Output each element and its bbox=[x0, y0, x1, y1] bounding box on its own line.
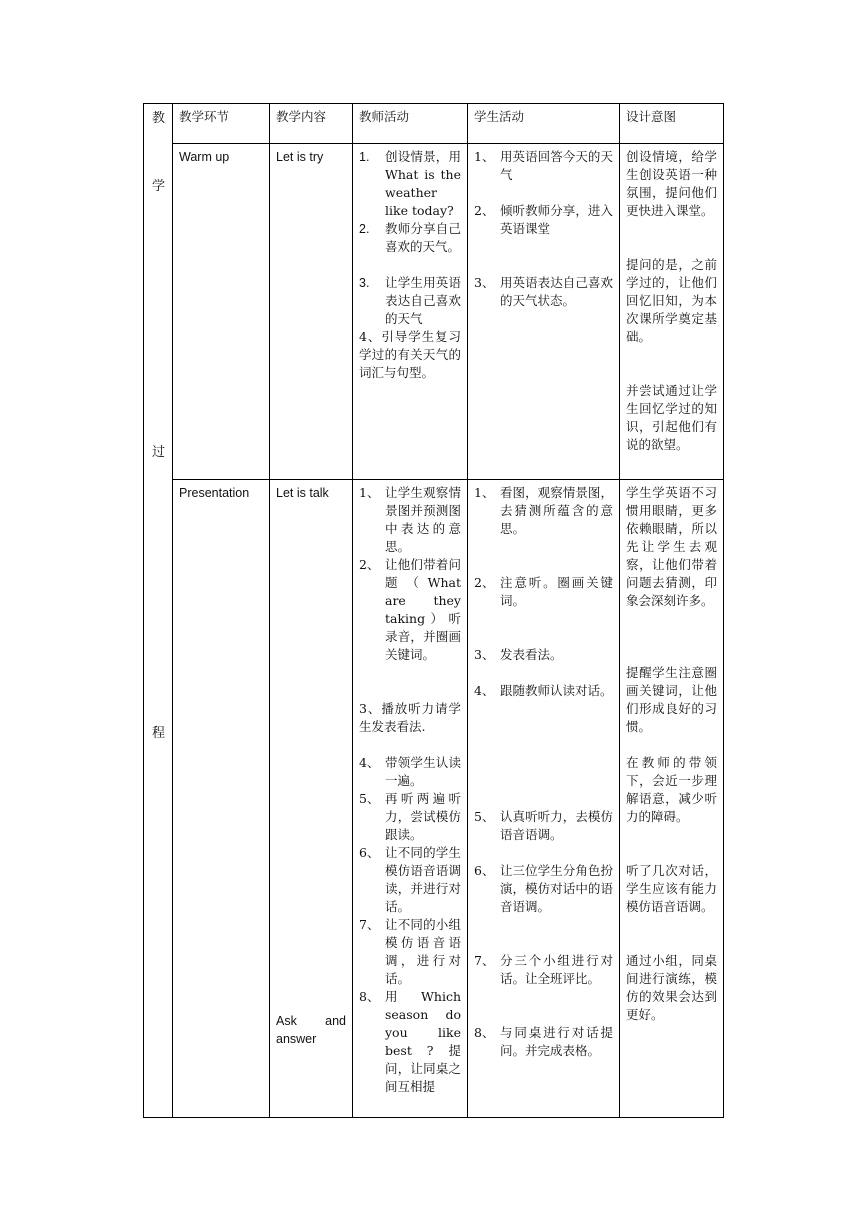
item-text: 引导学生复习学过的有关天气的词汇与句型。 bbox=[359, 329, 461, 380]
item-text: 让学生用英语表达自己喜欢的天气 bbox=[385, 275, 461, 326]
warmup-stage: Warm up bbox=[173, 144, 270, 480]
presentation-intent-para-5: 通过小组，同桌间进行演练，模仿的效果会达到更好。 bbox=[626, 953, 717, 1022]
item-number: 2、 bbox=[474, 203, 495, 218]
item-text: 让三位学生分角色扮演，模仿对话中的语音语调。 bbox=[500, 863, 613, 914]
presentation-student-item-3 bbox=[474, 646, 613, 664]
side-label-cell bbox=[144, 104, 173, 1118]
presentation-teacher-item-6 bbox=[359, 844, 461, 916]
item-text: 发表看法。 bbox=[500, 647, 563, 662]
item-number: 8、 bbox=[474, 1025, 495, 1040]
item-text: 注意听。圈画关键词。 bbox=[500, 575, 613, 608]
warmup-intent-cell bbox=[620, 144, 724, 480]
warmup-student-cell bbox=[468, 144, 620, 480]
presentation-content: Let is talk bbox=[276, 486, 329, 500]
item-text: 创设情景，用 What is the weather like today? bbox=[385, 149, 461, 218]
item-number: 3、 bbox=[359, 701, 382, 716]
item-text: 分三个小组进行对话。让全班评比。 bbox=[500, 953, 613, 986]
item-text: 教师分享自己喜欢的天气。 bbox=[385, 221, 461, 254]
item-text: 让不同的小组模仿语音语调，进行对话。 bbox=[385, 917, 461, 986]
item-number: 8、 bbox=[359, 989, 380, 1004]
presentation-teacher-item-1 bbox=[359, 484, 461, 556]
item-number: 6、 bbox=[474, 863, 495, 878]
header-row bbox=[144, 104, 724, 144]
presentation-teacher-item-5 bbox=[359, 790, 461, 844]
presentation-student-item-6 bbox=[474, 862, 613, 916]
ask-and-answer-label: Ask and answer bbox=[276, 1014, 346, 1046]
item-number: 2、 bbox=[359, 557, 380, 572]
header-teacher: 教师活动 bbox=[353, 104, 468, 144]
item-text: 认真听听力，去模仿语音语调。 bbox=[500, 809, 613, 842]
presentation-intent-para-3: 在教师的带领下，会近一步理解语意，减少听力的障碍。 bbox=[626, 755, 717, 824]
item-number: 4、 bbox=[474, 683, 495, 698]
warmup-student-item-3 bbox=[474, 274, 613, 310]
side-char-4: 程 bbox=[151, 726, 165, 741]
presentation-intent-para-2: 提醒学生注意圈画关键词，让他们形成良好的习惯。 bbox=[626, 665, 717, 734]
item-number: 5、 bbox=[474, 809, 495, 824]
header-student: 学生活动 bbox=[468, 104, 620, 144]
warmup-teacher-cell bbox=[353, 144, 468, 480]
item-text: 再听两遍听力，尝试模仿跟读。 bbox=[385, 791, 461, 842]
header-content: 教学内容 bbox=[270, 104, 353, 144]
warmup-teacher-item-1 bbox=[359, 148, 461, 220]
presentation-teacher-item-2 bbox=[359, 556, 461, 664]
presentation-intent-cell bbox=[620, 480, 724, 1118]
item-number: 6、 bbox=[359, 845, 380, 860]
item-number: 2、 bbox=[474, 575, 495, 590]
item-text: 倾听教师分享，进入英语课堂 bbox=[500, 203, 613, 236]
presentation-teacher-item-4 bbox=[359, 754, 461, 790]
item-text: 用英语表达自己喜欢的天气状态。 bbox=[500, 275, 613, 308]
item-number: 5、 bbox=[359, 791, 380, 806]
warmup-content: Let is try bbox=[270, 144, 353, 480]
item-text: 用英语回答今天的天气 bbox=[500, 149, 613, 182]
item-text: 播放听力请学生发表看法. bbox=[359, 701, 461, 734]
presentation-teacher-item-3 bbox=[359, 700, 461, 736]
item-number: 3. bbox=[359, 276, 370, 290]
item-number: 4、 bbox=[359, 755, 380, 770]
warmup-intent-para-3: 并尝试通过让学生回忆学过的知识，引起他们有说的欲望。 bbox=[626, 383, 717, 452]
side-char-1: 教 bbox=[151, 111, 165, 126]
item-text: 让不同的学生模仿语音语调读，并进行对话。 bbox=[385, 845, 461, 914]
side-char-3: 过 bbox=[151, 445, 165, 460]
presentation-student-item-4 bbox=[474, 682, 613, 700]
presentation-teacher-cell bbox=[353, 480, 468, 1118]
item-text: 跟随教师认读对话。 bbox=[500, 683, 613, 698]
item-number: 1、 bbox=[474, 485, 495, 500]
presentation-content-cell bbox=[270, 480, 353, 1118]
header-intent: 设计意图 bbox=[620, 104, 724, 144]
presentation-row bbox=[144, 480, 724, 1118]
header-stage: 教学环节 bbox=[173, 104, 270, 144]
warmup-intent-para-1: 创设情境，给学生创设英语一种氛围，提问他们更快进入课堂。 bbox=[626, 149, 717, 218]
warmup-student-item-1 bbox=[474, 148, 613, 184]
presentation-content-2 bbox=[276, 1012, 346, 1048]
presentation-teacher-item-7 bbox=[359, 916, 461, 988]
presentation-teacher-item-8 bbox=[359, 988, 461, 1096]
item-text: 带领学生认读一遍。 bbox=[385, 755, 461, 788]
item-number: 2. bbox=[359, 222, 370, 236]
item-number: 7、 bbox=[359, 917, 380, 932]
presentation-intent-para-4: 听了几次对话，学生应该有能力模仿语音语调。 bbox=[626, 863, 717, 914]
presentation-student-item-1 bbox=[474, 484, 613, 538]
item-text: 看图，观察情景图，去猜测所蕴含的意思。 bbox=[500, 485, 613, 536]
item-number: 3、 bbox=[474, 647, 495, 662]
presentation-student-item-7 bbox=[474, 952, 613, 988]
lesson-plan-table bbox=[143, 103, 724, 1118]
item-number: 1、 bbox=[474, 149, 495, 164]
side-char-2: 学 bbox=[151, 179, 165, 194]
item-text: 与同桌进行对话提问。并完成表格。 bbox=[500, 1025, 613, 1058]
item-text: 让他们带着问题（What are they taking）听录音，并圈画关键词。 bbox=[385, 557, 461, 662]
item-number: 1、 bbox=[359, 485, 380, 500]
item-number: 4、 bbox=[359, 329, 382, 344]
warmup-teacher-item-4 bbox=[359, 328, 461, 382]
item-text: 用 Which season do you like best ? 提问，让同桌之间互相提 bbox=[385, 989, 461, 1094]
item-number: 1. bbox=[359, 150, 370, 164]
warmup-teacher-item-2 bbox=[359, 220, 461, 256]
presentation-stage: Presentation bbox=[173, 480, 270, 1118]
warmup-row bbox=[144, 144, 724, 480]
warmup-student-item-2 bbox=[474, 202, 613, 238]
item-number: 7、 bbox=[474, 953, 495, 968]
warmup-teacher-item-3 bbox=[359, 274, 461, 328]
presentation-student-item-8 bbox=[474, 1024, 613, 1060]
item-text: 让学生观察情景图并预测图中表达的意思。 bbox=[385, 485, 461, 554]
presentation-intent-para-1: 学生学英语不习惯用眼睛，更多依赖眼睛，所以先让学生去观察，让他们带着问题去猜测，印象会深刻许多。 bbox=[626, 485, 717, 608]
item-number: 3、 bbox=[474, 275, 495, 290]
presentation-student-item-5 bbox=[474, 808, 613, 844]
presentation-student-cell bbox=[468, 480, 620, 1118]
presentation-student-item-2 bbox=[474, 574, 613, 610]
warmup-intent-para-2: 提问的是，之前学过的，让他们回忆旧知，为本次课所学奠定基础。 bbox=[626, 257, 717, 344]
